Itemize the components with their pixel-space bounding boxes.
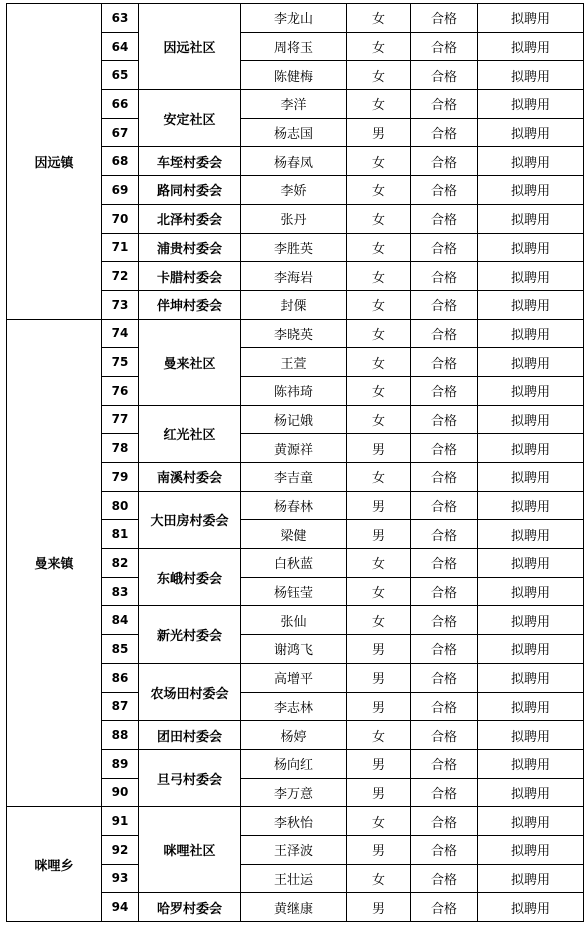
unit-cell: 浦贵村委会 xyxy=(139,233,241,262)
name-cell: 李娇 xyxy=(241,176,347,205)
gender-cell: 男 xyxy=(347,778,411,807)
status-cell: 拟聘用 xyxy=(478,262,584,291)
status-cell: 拟聘用 xyxy=(478,118,584,147)
result-cell: 合格 xyxy=(411,663,478,692)
status-cell: 拟聘用 xyxy=(478,204,584,233)
gender-cell: 女 xyxy=(347,864,411,893)
row-number-cell: 94 xyxy=(102,893,139,922)
gender-cell: 女 xyxy=(347,204,411,233)
name-cell: 高增平 xyxy=(241,663,347,692)
gender-cell: 女 xyxy=(347,577,411,606)
result-cell: 合格 xyxy=(411,807,478,836)
gender-cell: 男 xyxy=(347,749,411,778)
result-cell: 合格 xyxy=(411,577,478,606)
result-cell: 合格 xyxy=(411,893,478,922)
name-cell: 梁健 xyxy=(241,520,347,549)
result-cell: 合格 xyxy=(411,606,478,635)
result-cell: 合格 xyxy=(411,61,478,90)
gender-cell: 女 xyxy=(347,549,411,578)
status-cell: 拟聘用 xyxy=(478,290,584,319)
unit-cell: 车垤村委会 xyxy=(139,147,241,176)
status-cell: 拟聘用 xyxy=(478,348,584,377)
town-cell: 因远镇 xyxy=(7,4,102,320)
row-number-cell: 69 xyxy=(102,176,139,205)
status-cell: 拟聘用 xyxy=(478,434,584,463)
row-number-cell: 84 xyxy=(102,606,139,635)
unit-cell: 红光社区 xyxy=(139,405,241,462)
name-cell: 李万意 xyxy=(241,778,347,807)
row-number-cell: 64 xyxy=(102,32,139,61)
row-number-cell: 92 xyxy=(102,835,139,864)
result-cell: 合格 xyxy=(411,549,478,578)
result-cell: 合格 xyxy=(411,204,478,233)
result-cell: 合格 xyxy=(411,4,478,33)
row-number-cell: 65 xyxy=(102,61,139,90)
status-cell: 拟聘用 xyxy=(478,463,584,492)
name-cell: 杨春凤 xyxy=(241,147,347,176)
status-cell: 拟聘用 xyxy=(478,32,584,61)
status-cell: 拟聘用 xyxy=(478,319,584,348)
name-cell: 黄继康 xyxy=(241,893,347,922)
gender-cell: 女 xyxy=(347,90,411,119)
status-cell: 拟聘用 xyxy=(478,4,584,33)
status-cell: 拟聘用 xyxy=(478,864,584,893)
gender-cell: 男 xyxy=(347,835,411,864)
gender-cell: 男 xyxy=(347,663,411,692)
result-cell: 合格 xyxy=(411,491,478,520)
gender-cell: 女 xyxy=(347,262,411,291)
row-number-cell: 83 xyxy=(102,577,139,606)
unit-cell: 北泽村委会 xyxy=(139,204,241,233)
gender-cell: 女 xyxy=(347,463,411,492)
gender-cell: 男 xyxy=(347,491,411,520)
name-cell: 李晓英 xyxy=(241,319,347,348)
unit-cell: 路同村委会 xyxy=(139,176,241,205)
status-cell: 拟聘用 xyxy=(478,176,584,205)
result-cell: 合格 xyxy=(411,262,478,291)
name-cell: 王萱 xyxy=(241,348,347,377)
row-number-cell: 77 xyxy=(102,405,139,434)
status-cell: 拟聘用 xyxy=(478,520,584,549)
gender-cell: 女 xyxy=(347,61,411,90)
unit-cell: 东峨村委会 xyxy=(139,549,241,606)
result-cell: 合格 xyxy=(411,233,478,262)
gender-cell: 女 xyxy=(347,147,411,176)
name-cell: 周将玉 xyxy=(241,32,347,61)
row-number-cell: 85 xyxy=(102,635,139,664)
row-number-cell: 70 xyxy=(102,204,139,233)
gender-cell: 男 xyxy=(347,434,411,463)
result-cell: 合格 xyxy=(411,721,478,750)
name-cell: 张仙 xyxy=(241,606,347,635)
status-cell: 拟聘用 xyxy=(478,807,584,836)
gender-cell: 男 xyxy=(347,692,411,721)
name-cell: 李吉童 xyxy=(241,463,347,492)
result-cell: 合格 xyxy=(411,864,478,893)
name-cell: 封傈 xyxy=(241,290,347,319)
name-cell: 李海岩 xyxy=(241,262,347,291)
result-cell: 合格 xyxy=(411,749,478,778)
row-number-cell: 87 xyxy=(102,692,139,721)
name-cell: 杨志国 xyxy=(241,118,347,147)
status-cell: 拟聘用 xyxy=(478,233,584,262)
name-cell: 杨婷 xyxy=(241,721,347,750)
name-cell: 陈祎琦 xyxy=(241,376,347,405)
gender-cell: 女 xyxy=(347,807,411,836)
result-cell: 合格 xyxy=(411,290,478,319)
result-cell: 合格 xyxy=(411,434,478,463)
row-number-cell: 80 xyxy=(102,491,139,520)
name-cell: 李胜英 xyxy=(241,233,347,262)
row-number-cell: 75 xyxy=(102,348,139,377)
status-cell: 拟聘用 xyxy=(478,606,584,635)
name-cell: 陈健梅 xyxy=(241,61,347,90)
status-cell: 拟聘用 xyxy=(478,663,584,692)
row-number-cell: 72 xyxy=(102,262,139,291)
name-cell: 黄源祥 xyxy=(241,434,347,463)
row-number-cell: 78 xyxy=(102,434,139,463)
row-number-cell: 93 xyxy=(102,864,139,893)
status-cell: 拟聘用 xyxy=(478,491,584,520)
gender-cell: 女 xyxy=(347,348,411,377)
row-number-cell: 90 xyxy=(102,778,139,807)
unit-cell: 曼来社区 xyxy=(139,319,241,405)
name-cell: 李志林 xyxy=(241,692,347,721)
gender-cell: 女 xyxy=(347,319,411,348)
name-cell: 王壮运 xyxy=(241,864,347,893)
row-number-cell: 81 xyxy=(102,520,139,549)
row-number-cell: 88 xyxy=(102,721,139,750)
result-cell: 合格 xyxy=(411,778,478,807)
gender-cell: 女 xyxy=(347,376,411,405)
result-cell: 合格 xyxy=(411,635,478,664)
result-cell: 合格 xyxy=(411,118,478,147)
result-cell: 合格 xyxy=(411,520,478,549)
row-number-cell: 74 xyxy=(102,319,139,348)
unit-cell: 农场田村委会 xyxy=(139,663,241,720)
status-cell: 拟聘用 xyxy=(478,405,584,434)
status-cell: 拟聘用 xyxy=(478,692,584,721)
results-table xyxy=(6,3,584,922)
gender-cell: 女 xyxy=(347,290,411,319)
name-cell: 李秋怡 xyxy=(241,807,347,836)
row-number-cell: 76 xyxy=(102,376,139,405)
result-cell: 合格 xyxy=(411,348,478,377)
row-number-cell: 89 xyxy=(102,749,139,778)
row-number-cell: 79 xyxy=(102,463,139,492)
unit-cell: 咪哩社区 xyxy=(139,807,241,893)
name-cell: 李洋 xyxy=(241,90,347,119)
gender-cell: 女 xyxy=(347,176,411,205)
status-cell: 拟聘用 xyxy=(478,549,584,578)
table-row xyxy=(7,319,584,348)
name-cell: 王泽波 xyxy=(241,835,347,864)
gender-cell: 女 xyxy=(347,405,411,434)
result-cell: 合格 xyxy=(411,32,478,61)
name-cell: 谢鸿飞 xyxy=(241,635,347,664)
gender-cell: 女 xyxy=(347,4,411,33)
unit-cell: 团田村委会 xyxy=(139,721,241,750)
status-cell: 拟聘用 xyxy=(478,893,584,922)
gender-cell: 女 xyxy=(347,721,411,750)
unit-cell: 新光村委会 xyxy=(139,606,241,663)
unit-cell: 哈罗村委会 xyxy=(139,893,241,922)
result-cell: 合格 xyxy=(411,835,478,864)
result-cell: 合格 xyxy=(411,90,478,119)
result-cell: 合格 xyxy=(411,147,478,176)
unit-cell: 南溪村委会 xyxy=(139,463,241,492)
gender-cell: 男 xyxy=(347,893,411,922)
result-cell: 合格 xyxy=(411,376,478,405)
name-cell: 杨春林 xyxy=(241,491,347,520)
gender-cell: 男 xyxy=(347,635,411,664)
unit-cell: 安定社区 xyxy=(139,90,241,147)
row-number-cell: 86 xyxy=(102,663,139,692)
unit-cell: 大田房村委会 xyxy=(139,491,241,548)
town-cell: 曼来镇 xyxy=(7,319,102,807)
gender-cell: 女 xyxy=(347,32,411,61)
status-cell: 拟聘用 xyxy=(478,147,584,176)
result-cell: 合格 xyxy=(411,463,478,492)
status-cell: 拟聘用 xyxy=(478,577,584,606)
name-cell: 杨钰莹 xyxy=(241,577,347,606)
result-cell: 合格 xyxy=(411,405,478,434)
row-number-cell: 63 xyxy=(102,4,139,33)
status-cell: 拟聘用 xyxy=(478,835,584,864)
row-number-cell: 91 xyxy=(102,807,139,836)
status-cell: 拟聘用 xyxy=(478,61,584,90)
row-number-cell: 67 xyxy=(102,118,139,147)
row-number-cell: 73 xyxy=(102,290,139,319)
unit-cell: 伴坤村委会 xyxy=(139,290,241,319)
gender-cell: 女 xyxy=(347,233,411,262)
status-cell: 拟聘用 xyxy=(478,721,584,750)
gender-cell: 男 xyxy=(347,520,411,549)
status-cell: 拟聘用 xyxy=(478,778,584,807)
result-cell: 合格 xyxy=(411,692,478,721)
name-cell: 张丹 xyxy=(241,204,347,233)
row-number-cell: 71 xyxy=(102,233,139,262)
status-cell: 拟聘用 xyxy=(478,749,584,778)
unit-cell: 卡腊村委会 xyxy=(139,262,241,291)
unit-cell: 因远社区 xyxy=(139,4,241,90)
table-body xyxy=(7,4,584,922)
result-cell: 合格 xyxy=(411,319,478,348)
table-row xyxy=(7,807,584,836)
name-cell: 杨向红 xyxy=(241,749,347,778)
result-cell: 合格 xyxy=(411,176,478,205)
gender-cell: 男 xyxy=(347,118,411,147)
unit-cell: 旦弓村委会 xyxy=(139,749,241,806)
name-cell: 李龙山 xyxy=(241,4,347,33)
status-cell: 拟聘用 xyxy=(478,376,584,405)
row-number-cell: 68 xyxy=(102,147,139,176)
name-cell: 白秋蓝 xyxy=(241,549,347,578)
status-cell: 拟聘用 xyxy=(478,635,584,664)
town-cell: 咪哩乡 xyxy=(7,807,102,922)
row-number-cell: 66 xyxy=(102,90,139,119)
table-row xyxy=(7,4,584,33)
status-cell: 拟聘用 xyxy=(478,90,584,119)
gender-cell: 女 xyxy=(347,606,411,635)
name-cell: 杨记娥 xyxy=(241,405,347,434)
row-number-cell: 82 xyxy=(102,549,139,578)
